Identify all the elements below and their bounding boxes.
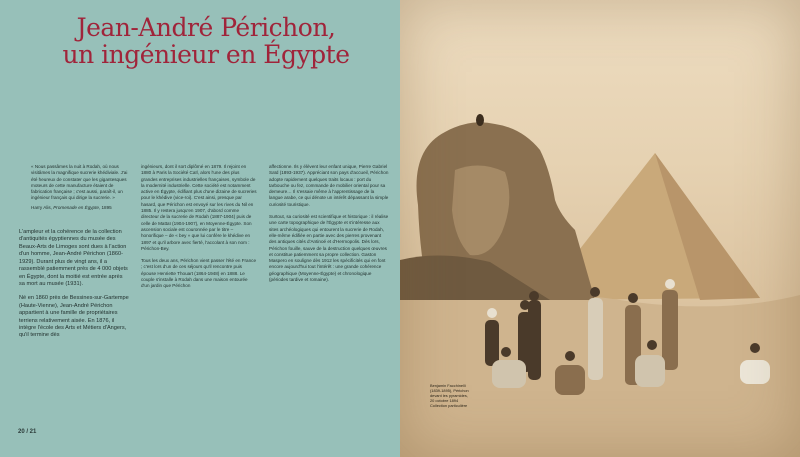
- epigraph-work: Promenade en Égypte: [53, 204, 99, 210]
- title-line-2: un ingénieur en Égypte: [62, 40, 350, 69]
- page-numbers: 20 / 21: [18, 429, 37, 435]
- col3-paragraph-1: affectionne. Ils y élèvent leur enfant unique, Pierre Gabriel Saïd (1893-1937). Appréciant son pays d'accueil, Périchon adopte rapidement quelques traits locaux : port du tarbouche ou fez, commande de mobilier oriental pour sa demeure… Il s'essaie même à l'apprentissage de la langue arabe, ce qui dénote un intérêt dépassant la simple curiosité touristique.: [269, 164, 389, 207]
- epigraph-author: Harry Alis,: [31, 204, 52, 210]
- epigraph: « Nous passâmes la nuit à Rodah, où nous visitâmes la magnifique sucrerie khédiviale. J'ai été heureux de constater que les gigantesques moteurs de cette manufacture étaient de fabrication française ; c'est aussi, paraît-il, un ingénieur français qui dirige la sucrerie. »: [31, 164, 128, 201]
- caption-line: Collection particulière: [430, 403, 468, 408]
- caption-line: devant les pyramides,: [430, 393, 468, 398]
- epigraph-year: , 1895: [98, 204, 112, 210]
- title-line-1: Jean-André Périchon,: [76, 13, 336, 42]
- col2-paragraph-2: Tous les deux ans, Périchon vient passer l'été en France ; c'est lors d'un de ces séjours qu'il rencontre puis épouse Henriette Thouart (1864-1948) en 1888. Le couple s'installe à Rodah dans une maison entourée d'un jardin que Périchon: [141, 258, 257, 289]
- col3-paragraph-2: Surtout, sa curiosité est scientifique et historique : il réalise une carte topographique de l'Égypte et s'intéresse aux sites archéologiques qui entourent la sucrerie de Rodah, elle-même édifiée en partie avec des pierres provenant des antiques cités d'Antinoé et d'Hermopolis. Dès lors, Périchon fouille, sauve de la destruction quelques œuvres et constitue patiemment sa propre collection. Gaston Maspero en souligne dès 1912 les spécificités qui en font encore aujourd'hui tout l'intérêt : une grande cohérence géographique (Moyenne-Égypte) et chronologique (périodes tardive et romaine).: [269, 214, 389, 283]
- caption-line: (1839-1895), Périchon: [430, 388, 469, 393]
- column-3: [269, 164, 389, 289]
- caption-line: 20 octobre 1894: [430, 398, 459, 403]
- col2-paragraph-1: ingénieurs, dont il sort diplômé en 1879. Il rejoint en 1880 à Paris la Société Caïl, alors l'une des plus grandes entreprises industrielles françaises, symbole de la modernité industrielle. Cette société est notamment active en Égypte, édifiant plus d'une dizaine de sucreries pour le khédive (vice-roi). C'est ainsi, presque par hasard, que Périchon est envoyé sur les rives du Nil en 1885. Il y restera jusqu'en 1907, d'abord comme directeur de la sucrerie de Rodah (1887-1904) puis de celle de Mattaï (1904-1907), en Moyenne-Égypte. Son ascension sociale est couronnée par le titre – honorifique – de « bey » que lui confère le khédive en 1897 et qu'il arbore avec fierté, l'accolant à son nom : Périchon-Bey.: [141, 164, 257, 251]
- article-title: [20, 14, 392, 68]
- caption-line: Benjamin Facchinelli: [430, 383, 466, 388]
- col1-paragraph-1: L'ampleur et la cohérence de la collection d'antiquités égyptiennes du musée des Beaux-Arts de Limoges sont dues à l'action d'un homme, Jean-André Périchon (1860-1929). Durant plus de vingt ans, il a rassemblé patiemment près de 4 000 objets en Égypte, dont la moitié est entrée après sa mort au musée (1931).: [19, 229, 128, 287]
- column-2: [141, 164, 257, 296]
- col1-paragraph-2: Né en 1860 près de Bessines-sur-Gartempe (Haute-Vienne), Jean-André Périchon appartient à une famille de propriétaires terriens relativement aisée. En 1876, il intègre l'école des Arts et Métiers d'Angers, qu'il termine dès: [19, 295, 129, 339]
- photo-caption: [430, 383, 482, 408]
- column-1: [19, 164, 129, 347]
